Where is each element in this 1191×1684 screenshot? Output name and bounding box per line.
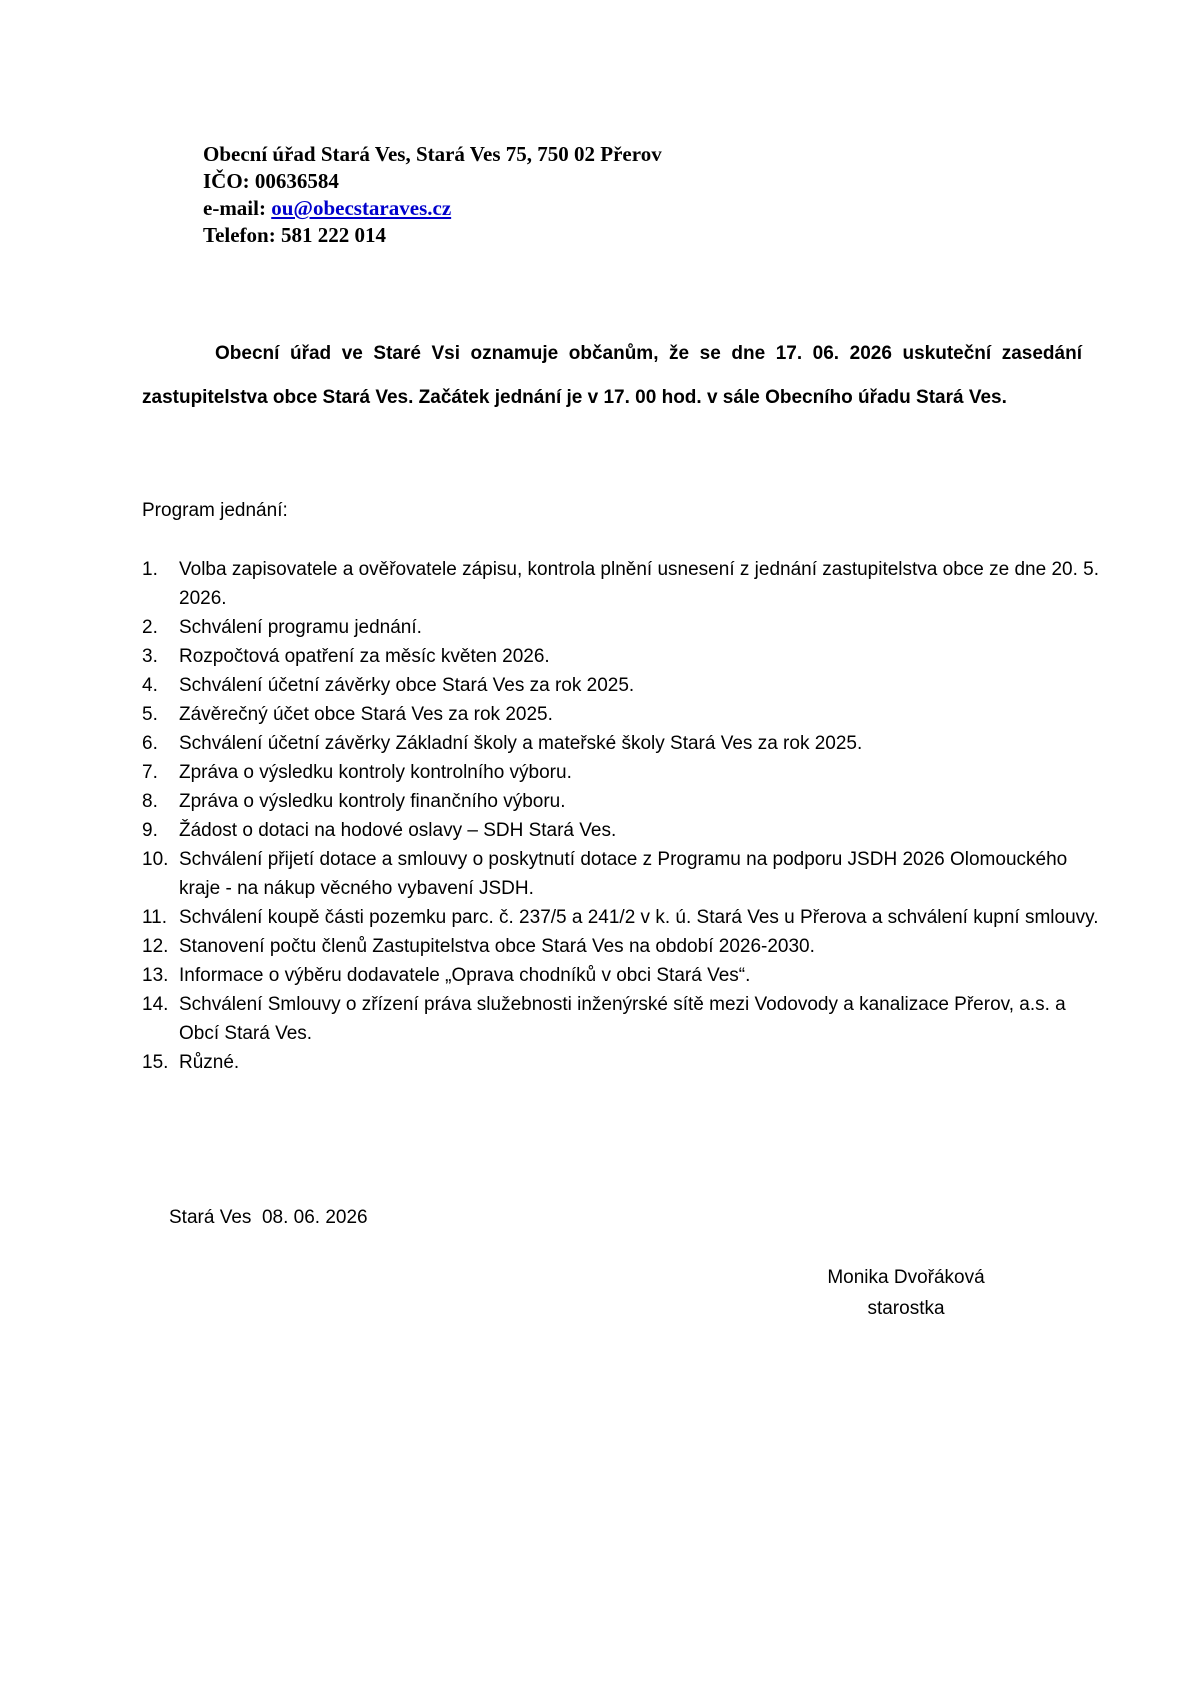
agenda-item-text: Schválení koupě části pozemku parc. č. 237/5 a 241/2 v k. ú. Stará Ves u Přerova a schválení kupní smlouvy.	[179, 907, 1099, 928]
agenda-item-number: 9.	[142, 820, 158, 841]
agenda-item-number: 14.	[142, 994, 169, 1015]
agenda-item-text: Schválení přijetí dotace a smlouvy o poskytnutí dotace z Programu na podporu JSDH 2026 Olomouckého kraje - na nákup věcného vybavení JSDH.	[179, 849, 1068, 899]
agenda-item	[142, 700, 1102, 729]
agenda-item-number: 4.	[142, 675, 158, 696]
agenda-item	[142, 903, 1102, 932]
agenda-item-number: 13.	[142, 965, 169, 986]
agenda-item-text: Volba zapisovatele a ověřovatele zápisu, kontrola plnění usnesení z jednání zastupitelstva obce ze dne 20. 5. 2026.	[179, 559, 1099, 609]
agenda-item-number: 12.	[142, 936, 169, 957]
signature-block	[816, 1262, 996, 1324]
agenda-item	[142, 729, 1102, 758]
agenda-item	[142, 555, 1102, 613]
email-link[interactable]: ou@obecstaraves.cz	[271, 196, 452, 220]
signatory-name: Monika Dvořáková	[827, 1267, 985, 1288]
program-heading: Program jednání:	[142, 500, 288, 521]
agenda-item	[142, 932, 1102, 961]
agenda-list	[142, 555, 1102, 1077]
agenda-item	[142, 816, 1102, 845]
agenda-item-text: Různé.	[179, 1052, 240, 1073]
agenda-item-text: Závěrečný účet obce Stará Ves za rok 2025.	[179, 704, 553, 725]
agenda-item-number: 3.	[142, 646, 158, 667]
agenda-item	[142, 845, 1102, 903]
agenda-item-text: Zpráva o výsledku kontroly kontrolního výboru.	[179, 762, 572, 783]
agenda-item-text: Schválení Smlouvy o zřízení práva služebnosti inženýrské sítě mezi Vodovody a kanalizace Přerov, a.s. a Obcí Stará Ves.	[179, 994, 1066, 1044]
agenda-item	[142, 961, 1102, 990]
agenda-item-number: 2.	[142, 617, 158, 638]
agenda-item-text: Schválení účetní závěrky Základní školy a mateřské školy Stará Ves za rok 2025.	[179, 733, 863, 754]
agenda-item	[142, 613, 1102, 642]
agenda-item-number: 5.	[142, 704, 158, 725]
agenda-item-number: 1.	[142, 559, 158, 580]
agenda-item	[142, 787, 1102, 816]
agenda-item-text: Žádost o dotaci na hodové oslavy – SDH Stará Ves.	[179, 820, 617, 841]
agenda-item	[142, 990, 1102, 1048]
agenda-item-number: 8.	[142, 791, 158, 812]
office-header	[203, 141, 662, 249]
meeting-announcement: Obecní úřad ve Staré Vsi oznamuje občanům, že se dne 17. 06. 2026 uskuteční zasedání zastupitelstva obce Stará Ves. Začátek jednání je v 17. 00 hod. v sále Obecního úřadu Stará Ves.	[142, 343, 1082, 408]
office-phone: Telefon: 581 222 014	[203, 223, 386, 247]
agenda-item	[142, 1048, 1102, 1077]
agenda-item-number: 10.	[142, 849, 169, 870]
office-email-line	[203, 195, 662, 222]
agenda-item-text: Rozpočtová opatření za měsíc květen 2026.	[179, 646, 550, 667]
agenda-item-number: 15.	[142, 1052, 169, 1073]
agenda-item-number: 11.	[142, 907, 168, 928]
office-ico: IČO: 00636584	[203, 169, 339, 193]
agenda-item	[142, 671, 1102, 700]
agenda-item-text: Schválení programu jednání.	[179, 617, 422, 638]
agenda-item	[142, 758, 1102, 787]
signatory-role: starostka	[867, 1298, 945, 1319]
agenda-item-text: Zpráva o výsledku kontroly finančního výboru.	[179, 791, 566, 812]
agenda-item-text: Schválení účetní závěrky obce Stará Ves za rok 2025.	[179, 675, 635, 696]
agenda-item	[142, 642, 1102, 671]
agenda-item-text: Stanovení počtu členů Zastupitelstva obce Stará Ves na období 2026-2030.	[179, 936, 815, 957]
email-label: e-mail:	[203, 196, 272, 220]
agenda-item-number: 7.	[142, 762, 158, 783]
agenda-item-number: 6.	[142, 733, 158, 754]
place-and-date: Stará Ves 08. 06. 2026	[169, 1207, 368, 1228]
office-address: Obecní úřad Stará Ves, Stará Ves 75, 750 02 Přerov	[203, 142, 662, 166]
agenda-item-text: Informace o výběru dodavatele „Oprava chodníků v obci Stará Ves“.	[179, 965, 751, 986]
